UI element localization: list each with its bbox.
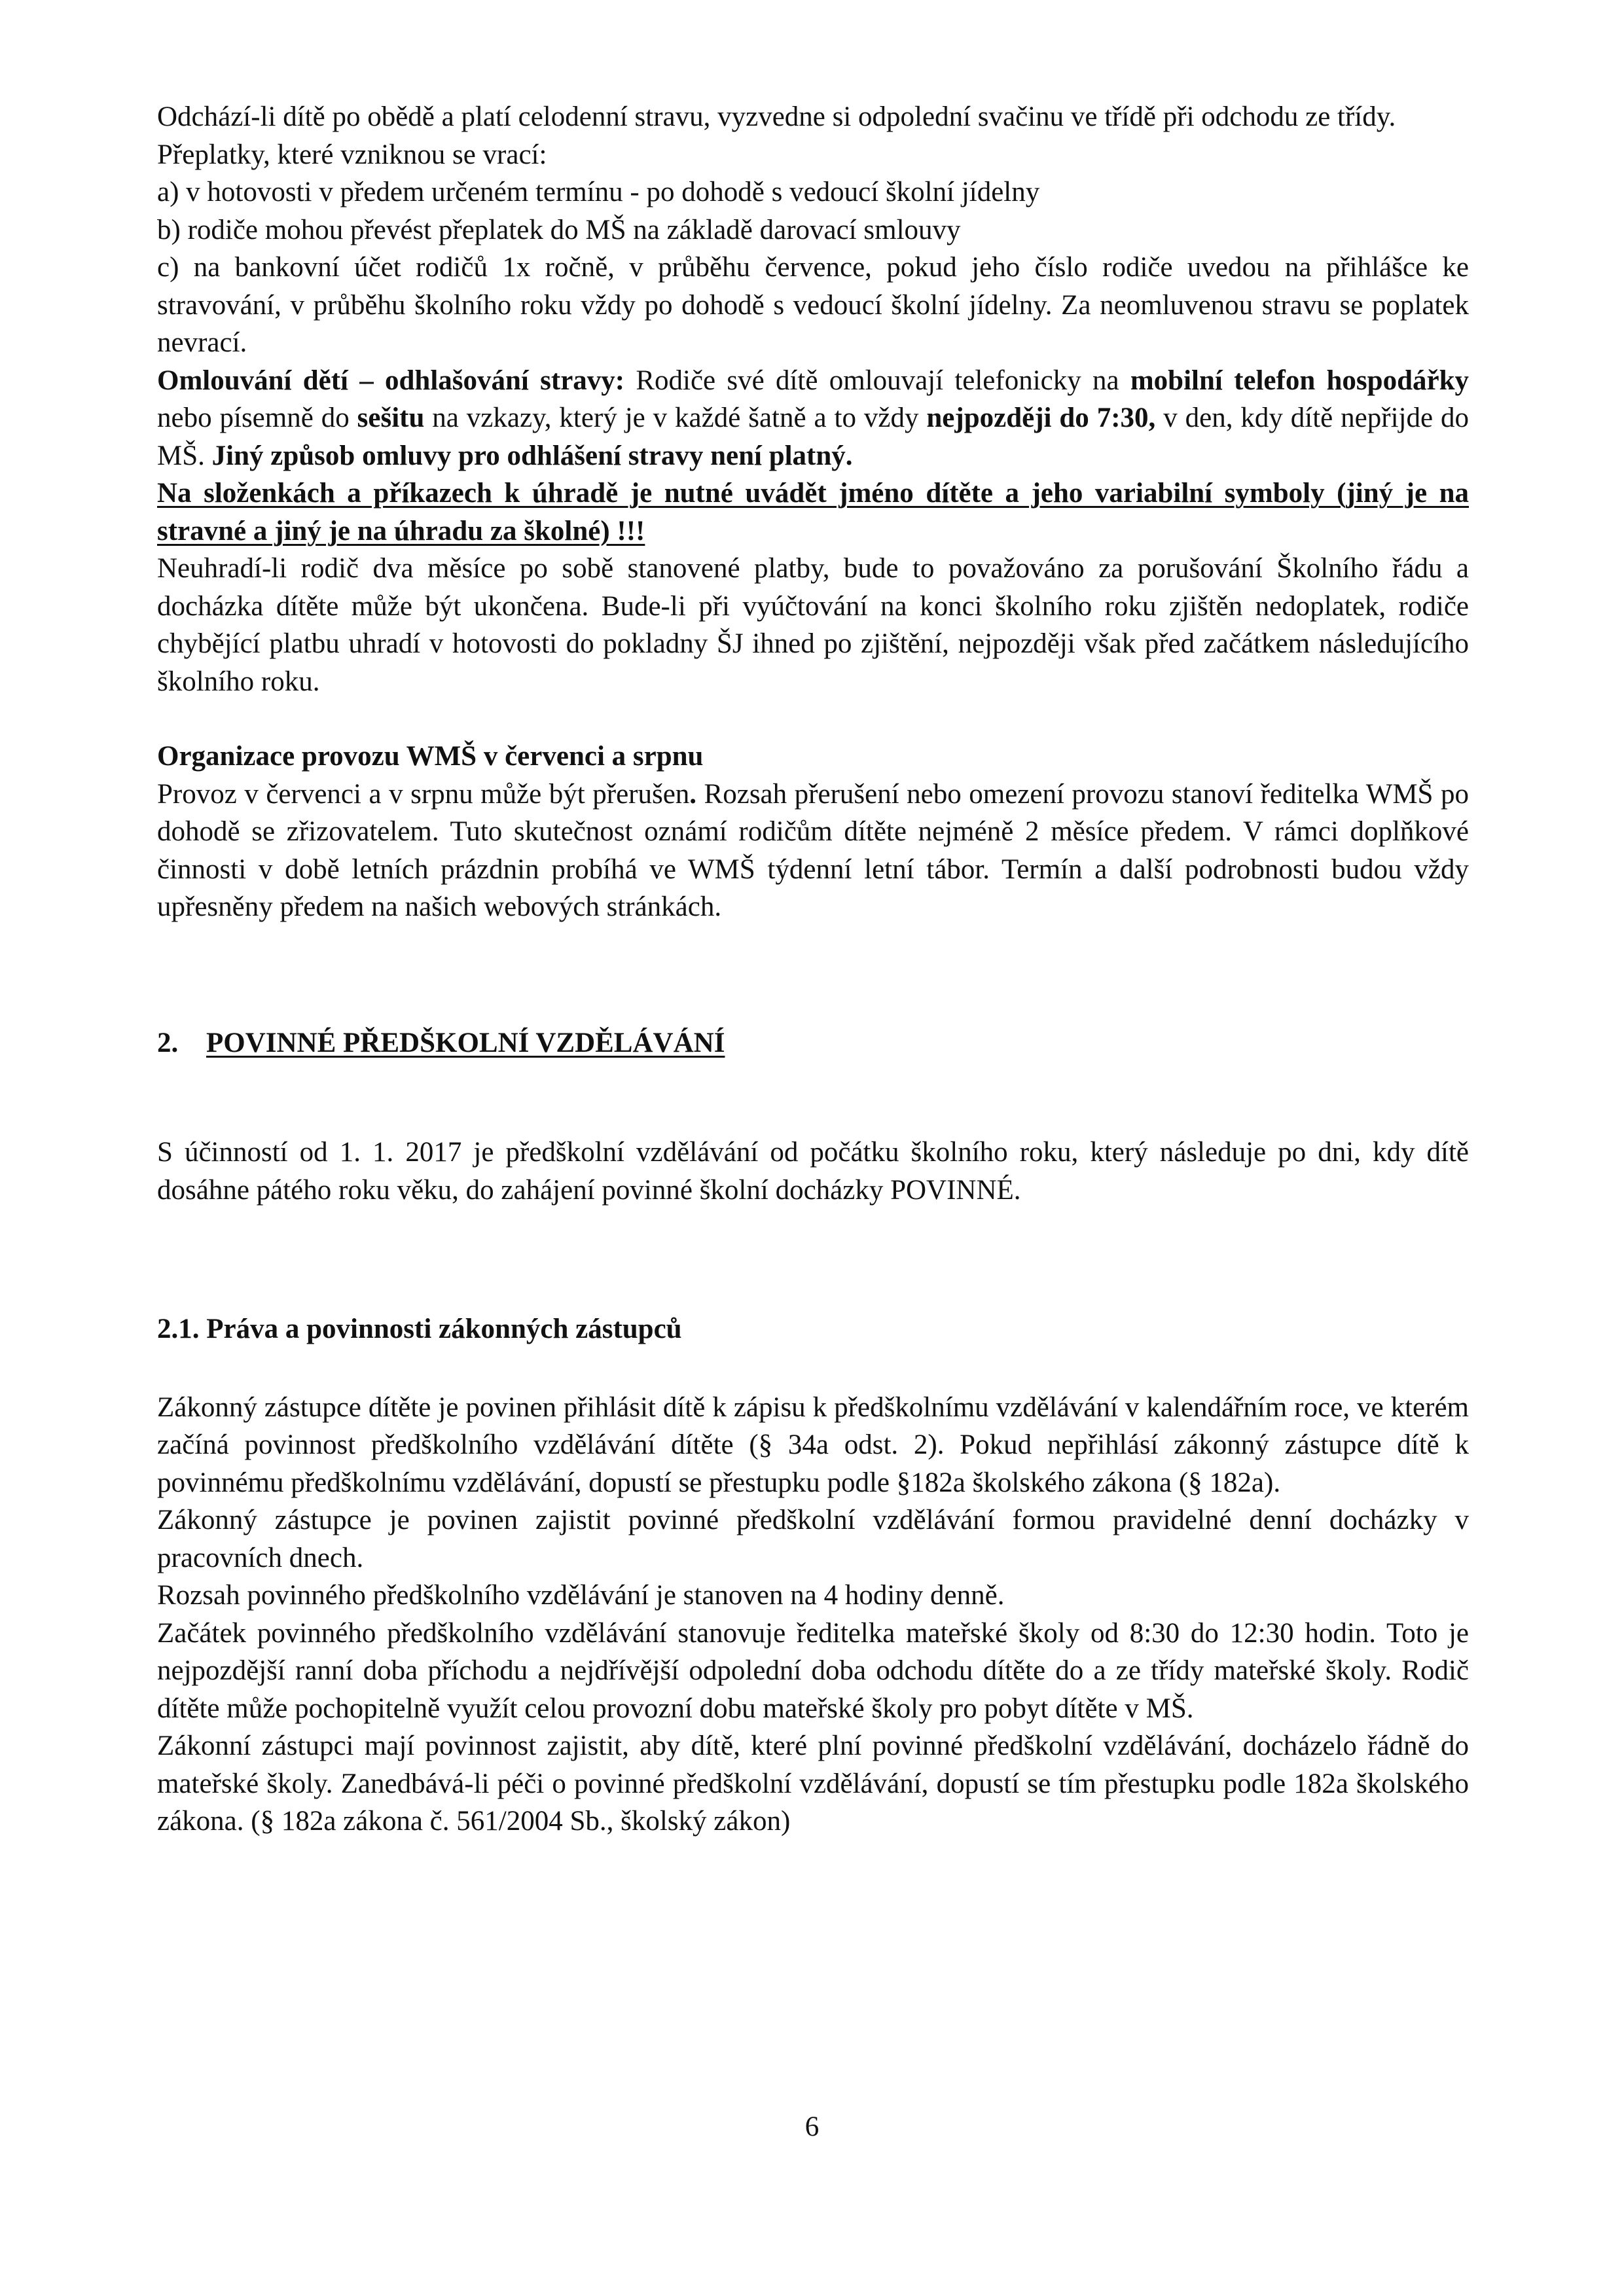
paragraph-summer-operation: Provoz v červenci a v srpnu může být přerušen. Rozsah přerušení nebo omezení provozu stanoví ředitelka WMŠ po dohodě se zřizovatelem. Tuto skutečnost oznámí rodičům dítěte nejméně 2 měsíce předem. V rámci doplňkové činnosti v době letních prázdnin probíhá ve WMŠ týdenní letní tábor. Termín a další podrobnosti budou vždy upřesněny předem na našich webových stránkách. <box>157 778 1469 922</box>
paragraph-registration-duty: Zákonný zástupce dítěte je povinen přihlásit dítě k zápisu k předškolnímu vzdělávání v kalendářním roce, ve kterém začíná povinnost předškolního vzdělávání dítěte (§ 34a odst. 2). Pokud nepřihlásí zákonný zástupce dítě k povinnému předškolnímu vzdělávání, dopustí se přestupku podle §182a školského zákona (§ 182a). <box>157 1391 1469 1498</box>
paragraph-start-time: Začátek povinného předškolního vzdělávání stanovuje ředitelka mateřské školy od 8:30 do 12:30 hodin. Toto je nejpozdější ranní doba příchodu a nejdřívější odpolední doba odchodu dítěte do a ze třídy mateřské školy. Rodič dítěte může pochopitelně využít celou provozní dobu mateřské školy pro pobyt dítěte v MŠ. <box>157 1617 1469 1724</box>
summer-operation-heading: Organizace provozu WMŠ v červenci a srpnu <box>157 741 704 772</box>
refund-option-a: a) v hotovosti v předem určeném termínu - po dohodě s vedoucí školní jídelny <box>157 177 1040 207</box>
refund-intro: Přeplatky, které vzniknou se vrací: <box>157 139 547 170</box>
paragraph-afternoon-snack: Odchází-li dítě po obědě a platí celodenní stravu, vyzvedne si odpolední svačinu ve třídě při odchodu ze třídy. <box>157 101 1396 132</box>
document-page <box>157 98 1469 1840</box>
paragraph-nonpayment: Neuhradí-li rodič dva měsíce po sobě stanovené platby, bude to považováno za porušování Školního řádu a docházka dítěte může být ukončena. Bude-li při vyúčtování na konci školního roku zjištěn nedoplatek, rodiče chybějící platbu uhradí v hotovosti do pokladny ŠJ ihned po zjištění, nejpozději však před začátkem následujícího školního roku. <box>157 553 1469 697</box>
payment-warning: Na složenkách a příkazech k úhradě je nutné uvádět jméno dítěte a jeho variabilní symboly (jiný je na stravné a jiný je na úhradu za školné) !!! <box>157 478 1469 547</box>
paragraph-guardian-obligations: Zákonní zástupci mají povinnost zajistit, aby dítě, které plní povinné předškolní vzdělávání, docházelo řádně do mateřské školy. Zanedbává-li péči o povinné předškolní vzdělávání, dopustí se tím přestupku podle 182a školského zákona. (§ 182a zákona č. 561/2004 Sb., školský zákon) <box>157 1731 1469 1837</box>
section-2-title: POVINNÉ PŘEDŠKOLNÍ VZDĚLÁVÁNÍ <box>206 1027 725 1058</box>
paragraph-meal-cancellation: Omlouvání dětí – odhlašování stravy: Rodiče své dítě omlouvají telefonicky na mobilní telefon hospodářky nebo písemně do sešitu na vzkazy, který je v každé šatně a to vždy nejpozději do 7:30, v den, kdy dítě nepřijde do MŠ. Jiný způsob omluvy pro odhlášení stravy není platný. <box>157 365 1469 471</box>
paragraph-attendance-duty: Zákonný zástupce je povinen zajistit povinné předškolní vzdělávání formou pravidelné denní docházky v pracovních dnech. <box>157 1505 1469 1573</box>
paragraph-compulsory-education: S účinností od 1. 1. 2017 je předškolní vzdělávání od počátku školního roku, který následuje po dni, kdy dítě dosáhne pátého roku věku, do zahájení povinné školní docházky POVINNÉ. <box>157 1137 1469 1206</box>
refund-option-b: b) rodiče mohou převést přeplatek do MŠ na základě darovací smlouvy <box>157 214 961 245</box>
meal-cancellation-label: Omlouvání dětí – odhlašování stravy: <box>157 365 625 396</box>
section-2-1-heading: 2.1. Práva a povinnosti zákonných zástupců <box>157 1314 682 1344</box>
section-2-heading: 2. POVINNÉ PŘEDŠKOLNÍ VZDĚLÁVÁNÍ <box>157 1027 725 1058</box>
page-number: 6 <box>804 2111 820 2142</box>
paragraph-daily-scope: Rozsah povinného předškolního vzdělávání je stanoven na 4 hodiny denně. <box>157 1580 1005 1611</box>
refund-option-c: c) na bankovní účet rodičů 1x ročně, v průběhu července, pokud jeho číslo rodiče uvedou na přihlášce ke stravování, v průběhu školního roku vždy po dohodě s vedoucí školní jídelny. Za neomluvenou stravu se poplatek nevrací. <box>157 252 1469 358</box>
